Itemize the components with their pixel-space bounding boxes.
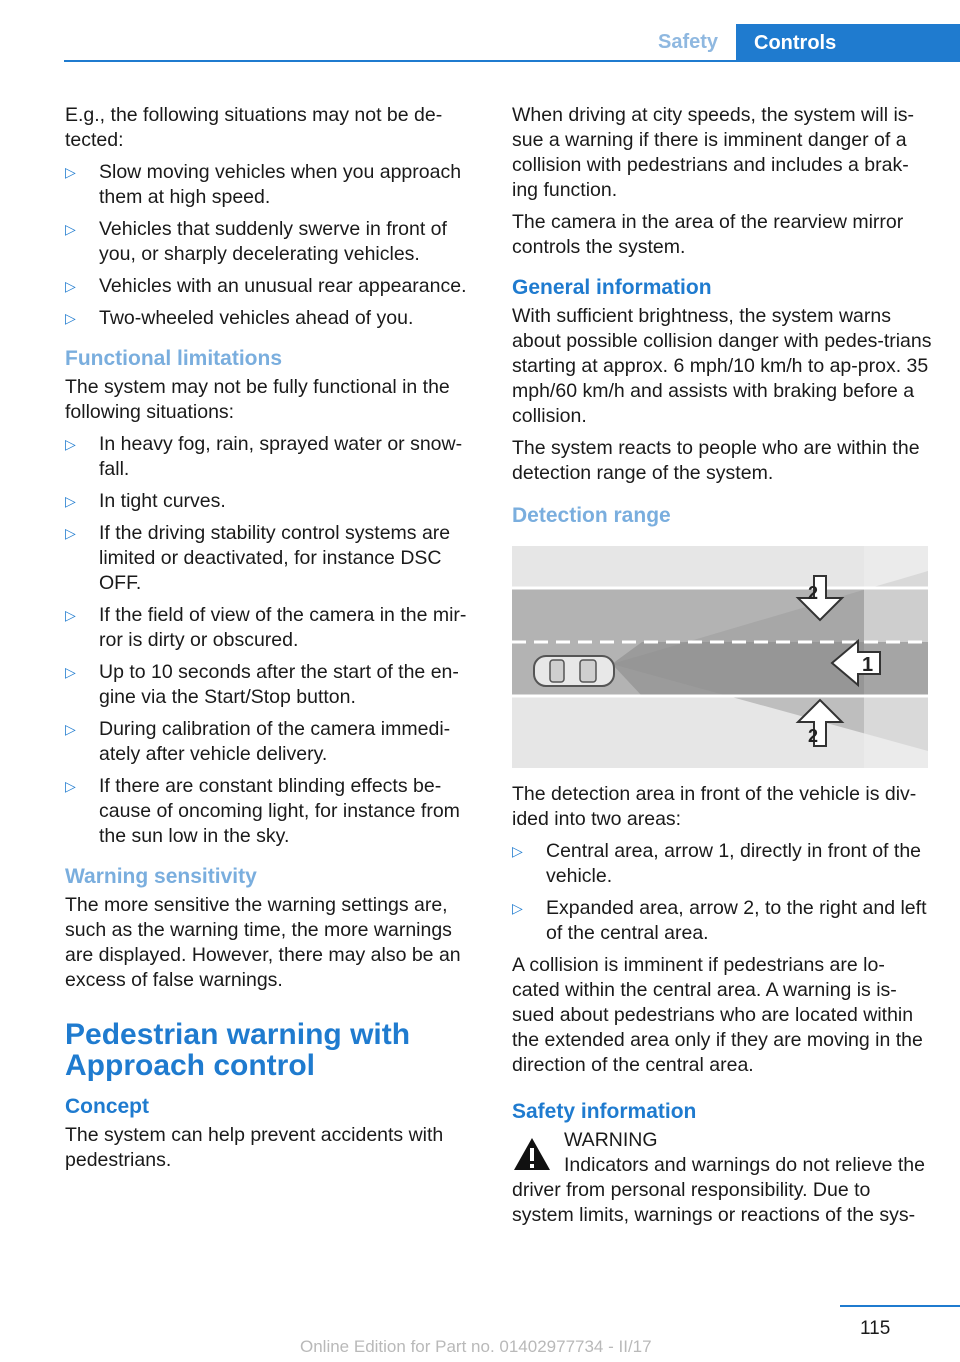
detection-range-svg [512,546,928,768]
list-item-text: If there are constant blinding effects be-cause of oncoming light, for instance from the sun low in the sky. [99,775,460,847]
list-item [512,839,932,889]
bullet-triangle-icon: ▷ [65,493,76,509]
bullet-triangle-icon: ▷ [512,900,523,916]
list-item-text: Two-wheeled vehicles ahead of you. [99,307,414,329]
warning-sensitivity-heading: Warning sensitivity [65,865,257,888]
list-item-text: Vehicles with an unusual rear appearance. [99,275,467,297]
list-item [65,603,475,653]
undetected-situations-list [65,160,475,331]
list-item-text: During calibration of the camera immedi-ately after vehicle delivery. [99,718,451,765]
bullet-triangle-icon: ▷ [65,436,76,452]
bullet-triangle-icon: ▷ [65,607,76,623]
bullet-triangle-icon: ▷ [65,278,76,294]
bullet-triangle-icon: ▷ [65,221,76,237]
list-item [65,160,475,210]
detection-areas-list [512,839,932,946]
edition-footer: Online Edition for Part no. 01402977734 - II/17 [300,1337,652,1356]
general-information-text-2: The system reacts to people who are within the detection range of the system. [512,437,920,484]
tab-safety[interactable]: Safety [657,30,719,53]
list-item-text: Slow moving vehicles when you approach them at high speed. [99,161,462,208]
list-item-text: Expanded area, arrow 2, to the right and left of the central area. [546,897,927,944]
list-item [65,489,475,514]
limitations-list [65,432,475,849]
camera-text: The camera in the area of the rearview mirror controls the system. [512,211,904,258]
warning-block [512,1128,932,1153]
bullet-triangle-icon: ▷ [65,721,76,737]
footer-rule [840,1305,960,1307]
list-item [65,217,475,267]
list-item-text: Vehicles that suddenly swerve in front of you, or sharply decelerating vehicles. [99,218,447,265]
bullet-triangle-icon: ▷ [65,164,76,180]
bullet-triangle-icon: ▷ [65,664,76,680]
city-speed-text: When driving at city speeds, the system will is-sue a warning if there is imminent danger of a collision with pedestrians and includes a brak-ing function. [512,104,915,201]
bullet-triangle-icon: ▷ [65,525,76,541]
list-item-text: In tight curves. [99,490,226,512]
list-item [512,896,932,946]
list-item [65,274,475,299]
list-item-text: If the driving stability control systems are limited or deactivated, for instance DSC OFF. [99,522,451,594]
warning-title: WARNING [564,1129,658,1151]
bullet-triangle-icon: ▷ [512,843,523,859]
list-item-text: In heavy fog, rain, sprayed water or snow-fall. [99,433,463,480]
left-column [65,103,475,1180]
section-title: Pedestrian warning with Approach control [65,1018,411,1082]
list-item [65,660,475,710]
list-item-text: Up to 10 seconds after the start of the en-gine via the Start/Stop button. [99,661,459,708]
functional-limitations-intro: The system may not be fully functional in the following situations: [65,376,450,423]
list-item [65,306,475,331]
tab-controls[interactable]: Controls [736,24,960,62]
page-number: 115 [860,1318,891,1339]
functional-limitations-heading: Functional limitations [65,347,283,370]
list-item-text: If the field of view of the camera in the mir-ror is dirty or obscured. [99,604,467,651]
arrow-2-top-label: 2 [808,583,819,603]
warning-triangle-icon [512,1136,552,1172]
general-information-heading: General information [512,276,712,299]
list-item [65,432,475,482]
bullet-triangle-icon: ▷ [65,310,76,326]
warning-sensitivity-text: The more sensitive the warning settings are, such as the warning time, the more warnings are displayed. However, there may also be an excess of false warnings. [65,894,461,991]
list-item [65,521,475,596]
bullet-triangle-icon: ▷ [65,778,76,794]
list-item-text: Central area, arrow 1, directly in front of the vehicle. [546,840,922,887]
detection-range-diagram [512,546,928,768]
concept-heading: Concept [65,1095,149,1118]
safety-information-heading: Safety information [512,1100,697,1123]
list-item [65,717,475,767]
collision-text: A collision is imminent if pedestrians are lo-cated within the central area. A warning is is-sued about pedestrians who are located within the extended area only if they are moving in the direction of the central area. [512,954,923,1076]
car-icon [534,656,614,686]
list-item [65,774,475,849]
arrow-1-label: 1 [862,654,874,676]
detection-range-heading: Detection range [512,504,671,527]
arrow-2-bottom-label: 2 [808,726,819,746]
detection-area-text: The detection area in front of the vehicle is div-ided into two areas: [512,783,917,830]
right-column [512,103,932,1235]
intro-text: E.g., the following situations may not be de-tected: [65,104,443,151]
concept-text: The system can help prevent accidents with pedestrians. [65,1124,444,1171]
header-rule [64,60,960,62]
general-information-text: With sufficient brightness, the system warns about possible collision danger with pedes-trians starting at approx. 6 mph/10 km/h to ap-prox. 35 mph/60 km/h and assists with braking before a collision. [512,305,932,427]
warning-text: Indicators and warnings do not relieve the driver from personal responsibility. Due to system limits, warnings or reactions of the sys- [512,1154,925,1226]
